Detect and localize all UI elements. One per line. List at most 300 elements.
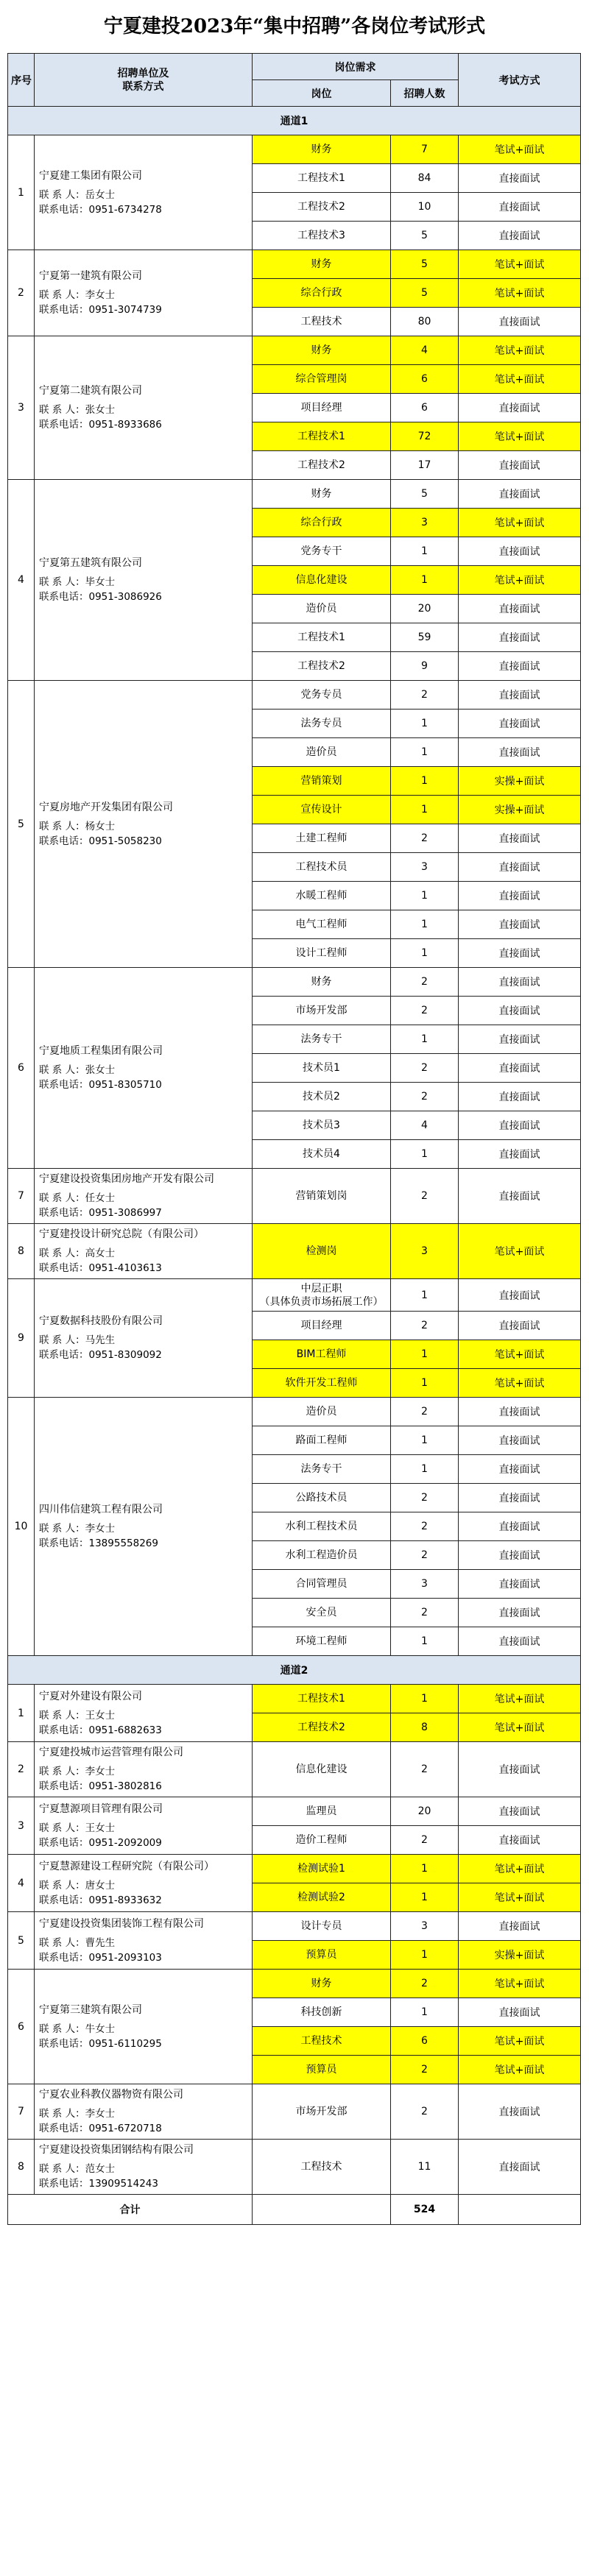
exam-method: 直接面试 [459,1455,581,1484]
contact-phone-value: 0951-6720718 [88,2123,162,2134]
position-count: 3 [391,1224,459,1279]
position-title: 技术员1 [253,1054,391,1083]
unit-name: 宁夏慧源项目管理有限公司 [39,1802,163,1815]
position-count: 2 [391,681,459,710]
contact-phone [39,2121,247,2136]
contact-person-label: 联 系 人： [39,188,85,201]
position-title: 公路技术员 [253,1484,391,1512]
contact-person [39,575,247,590]
exam-method: 直接面试 [459,710,581,738]
contact-person-value: 任女士 [85,1192,116,1204]
position-title: 水利工程技术员 [253,1512,391,1541]
unit-info [35,1855,253,1912]
table-row [8,1398,581,1426]
position-count: 4 [391,336,459,365]
position-title: 法务专干 [253,1025,391,1054]
exam-method: 直接面试 [459,623,581,652]
contact-phone-label: 联系电话： [39,203,89,216]
position-title: 技术员3 [253,1111,391,1140]
contact-phone-value: 0951-8305710 [88,1079,162,1091]
exam-method: 直接面试 [459,1512,581,1541]
contact-phone-value: 0951-8933632 [88,1894,162,1906]
contact-person-label: 联 系 人： [39,1248,85,1259]
position-count: 3 [391,853,459,882]
unit-seq: 1 [8,135,35,250]
position-title: 工程技术 [253,2027,391,2056]
contact-phone-value: 0951-2093103 [88,1951,162,1964]
position-title: 电气工程师 [253,910,391,939]
position-title: 营销策划岗 [253,1169,391,1224]
unit-seq: 8 [8,1224,35,1279]
contact-phone-label: 联系电话： [39,304,89,316]
position-title: 市场开发部 [253,2084,391,2140]
position-title: 党务专员 [253,681,391,710]
contact-phone [39,590,247,604]
contact-phone-value: 0951-8933686 [88,419,162,431]
position-title: 信息化建设 [253,1742,391,1797]
contact-phone [39,2037,247,2051]
table-row [8,2140,581,2195]
position-count: 1 [391,1855,459,1883]
contact-person-label: 联 系 人： [39,289,85,301]
position-count: 2 [391,1169,459,1224]
position-title: 检测岗 [253,1224,391,1279]
exam-method: 直接面试 [459,1111,581,1140]
unit-seq: 5 [8,681,35,968]
unit-seq: 1 [8,1685,35,1742]
contact-phone [39,1261,247,1275]
position-count: 9 [391,652,459,681]
position-title: 水利工程造价员 [253,1541,391,1570]
contact-phone-label: 联系电话： [39,1538,89,1549]
unit-name: 宁夏建设投资集团装饰工程有限公司 [39,1917,204,1930]
unit-name: 宁夏建设投资集团钢结构有限公司 [39,2144,194,2156]
position-count: 1 [391,910,459,939]
position-count: 1 [391,1340,459,1369]
position-count: 2 [391,997,459,1025]
contact-phone-label: 联系电话： [39,1079,89,1091]
header-seq: 序号 [8,54,35,107]
contact-person-value: 李女士 [85,2108,116,2120]
position-title: 工程技术3 [253,222,391,250]
channel-row [8,1656,581,1685]
contact-person-label: 联 系 人： [39,1523,85,1535]
position-count: 2 [391,1054,459,1083]
table-row [8,1797,581,1826]
position-count: 2 [391,968,459,997]
unit-seq: 8 [8,2140,35,2195]
unit-name: 宁夏第一建筑有限公司 [39,270,142,282]
exam-method: 直接面试 [459,595,581,623]
position-title: 工程技术1 [253,1685,391,1713]
position-count: 1 [391,1941,459,1970]
unit-seq: 4 [8,1855,35,1912]
table-row [8,1912,581,1941]
exam-method: 笔试+面试 [459,250,581,279]
position-title: 软件开发工程师 [253,1369,391,1398]
unit-name: 宁夏建设投资集团房地产开发有限公司 [39,1173,214,1185]
position-count: 2 [391,1484,459,1512]
exam-method: 笔试+面试 [459,336,581,365]
position-count: 84 [391,164,459,193]
unit-info [35,336,253,480]
exam-method: 直接面试 [459,1570,581,1599]
position-count: 2 [391,1742,459,1797]
table-row [8,1685,581,1713]
contact-person-value: 李女士 [85,289,116,301]
contact-person-label: 联 系 人： [39,1879,85,1892]
exam-method: 直接面试 [459,910,581,939]
contact-phone [39,1078,247,1092]
position-count: 6 [391,365,459,394]
unit-info [35,1398,253,1656]
header-position: 岗位 [253,80,391,107]
unit-name: 宁夏对外建设有限公司 [39,1690,142,1702]
position-count: 1 [391,710,459,738]
position-count: 2 [391,1970,459,1998]
exam-method: 直接面试 [459,222,581,250]
contact-person-value: 岳女士 [85,188,116,201]
contact-person-value: 王女士 [85,1709,116,1722]
position-count: 1 [391,939,459,968]
total-spacer [253,2195,391,2225]
unit-name: 宁夏建工集团有限公司 [39,169,142,182]
channel-label: 通道2 [8,1656,581,1685]
exam-method: 直接面试 [459,480,581,509]
position-title: 宣传设计 [253,796,391,824]
contact-phone-value: 0951-3086997 [88,1207,162,1219]
contact-phone-label: 联系电话： [39,1894,89,1906]
contact-person [39,1764,247,1779]
exam-method: 笔试+面试 [459,2056,581,2084]
position-title: 综合行政 [253,279,391,308]
position-title: 财务 [253,336,391,365]
position-count: 2 [391,2084,459,2140]
contact-person-value: 曹先生 [85,1936,116,1949]
exam-method: 笔试+面试 [459,566,581,595]
unit-seq: 9 [8,1279,35,1398]
contact-phone-value: 0951-4103613 [88,1262,162,1274]
contact-person-label: 联 系 人： [39,1766,85,1777]
header-exam: 考试方式 [459,54,581,107]
position-title: 技术员4 [253,1140,391,1169]
header-unit: 招聘单位及 联系方式 [35,54,253,107]
position-title: 党务专干 [253,537,391,566]
position-count: 6 [391,2027,459,2056]
position-title: 工程技术2 [253,652,391,681]
unit-name: 四川伟信建筑工程有限公司 [39,1504,163,1515]
exam-method: 笔试+面试 [459,1883,581,1912]
contact-person-value: 李女士 [85,1766,116,1777]
unit-seq: 6 [8,1970,35,2084]
exam-method: 直接面试 [459,394,581,422]
position-count: 3 [391,509,459,537]
position-count: 1 [391,537,459,566]
recruitment-table [7,53,581,2225]
unit-info [35,250,253,336]
contact-phone [39,1779,247,1794]
exam-method: 直接面试 [459,1312,581,1340]
position-title: 工程技术 [253,308,391,336]
contact-person-value: 牛女士 [85,2023,116,2035]
exam-method: 笔试+面试 [459,509,581,537]
contact-person-value: 李女士 [85,1523,116,1535]
exam-method: 直接面试 [459,537,581,566]
contact-phone-label: 联系电话： [39,2037,89,2050]
position-count: 7 [391,135,459,164]
exam-method: 笔试+面试 [459,365,581,394]
contact-phone-value: 0951-3802816 [88,1780,162,1792]
unit-seq: 5 [8,1912,35,1970]
exam-method: 直接面试 [459,451,581,480]
table-row [8,135,581,164]
position-count: 1 [391,1140,459,1169]
position-title: 法务专干 [253,1455,391,1484]
contact-person-value: 马先生 [85,1334,116,1346]
position-title: 营销策划 [253,767,391,796]
contact-person [39,1936,247,1950]
contact-phone [39,202,247,217]
contact-phone-label: 联系电话： [39,2123,89,2134]
total-label: 合计 [8,2195,253,2225]
position-count: 3 [391,1912,459,1941]
position-title: BIM工程师 [253,1340,391,1369]
position-count: 72 [391,422,459,451]
position-title: 工程技术2 [253,451,391,480]
position-count: 1 [391,1426,459,1455]
position-title: 环境工程师 [253,1627,391,1656]
position-title: 项目经理 [253,394,391,422]
exam-method: 笔试+面试 [459,2027,581,2056]
contact-person-label: 联 系 人： [39,820,85,832]
position-count: 2 [391,1312,459,1340]
unit-seq: 2 [8,250,35,336]
contact-person-value: 王女士 [85,1822,116,1834]
unit-name: 宁夏第三建筑有限公司 [39,2003,142,2016]
exam-method: 笔试+面试 [459,279,581,308]
unit-name: 宁夏第五建筑有限公司 [39,557,142,569]
contact-person [39,188,247,202]
contact-phone-label: 联系电话： [39,1724,89,1736]
unit-name: 宁夏农业科教仪器物资有限公司 [39,2089,183,2101]
position-title: 工程技术1 [253,422,391,451]
position-title: 综合管理岗 [253,365,391,394]
contact-phone-value: 13909514243 [88,2178,158,2190]
contact-phone-label: 联系电话： [39,1262,89,1274]
table-row [8,1855,581,1883]
contact-phone-value: 0951-6110295 [88,2037,162,2050]
unit-name: 宁夏慧源建设工程研究院（有限公司） [39,1860,214,1872]
position-count: 1 [391,1279,459,1312]
table-row [8,1169,581,1224]
contact-person-value: 毕女士 [85,576,116,588]
exam-method: 直接面试 [459,1398,581,1426]
contact-phone [39,1536,247,1551]
position-title: 水暖工程师 [253,882,391,910]
table-header [8,54,581,107]
contact-phone [39,834,247,849]
position-count: 1 [391,882,459,910]
table-row [8,480,581,509]
unit-info [35,968,253,1169]
position-count: 8 [391,1713,459,1742]
contact-person [39,1333,247,1348]
exam-method: 直接面试 [459,1599,581,1627]
unit-info [35,1169,253,1224]
contact-person [39,288,247,302]
table-row [8,681,581,710]
contact-person-label: 联 系 人： [39,576,85,588]
exam-method: 笔试+面试 [459,422,581,451]
contact-phone-label: 联系电话： [39,1780,89,1792]
contact-person-value: 张女士 [85,1064,116,1076]
contact-phone-label: 联系电话： [39,835,89,847]
exam-method: 直接面试 [459,738,581,767]
contact-person [39,2162,247,2176]
contact-person [39,819,247,834]
contact-person [39,1191,247,1206]
unit-name: 宁夏数据科技股份有限公司 [39,1315,163,1327]
contact-phone [39,1206,247,1220]
unit-info [35,1797,253,1855]
contact-person-value: 高女士 [85,1248,116,1259]
position-title: 设计专员 [253,1912,391,1941]
position-count: 5 [391,222,459,250]
contact-person [39,2106,247,2121]
position-title: 造价员 [253,738,391,767]
position-count: 1 [391,796,459,824]
exam-method: 直接面试 [459,968,581,997]
exam-method: 直接面试 [459,1541,581,1570]
position-count: 17 [391,451,459,480]
position-count: 4 [391,1111,459,1140]
exam-method: 直接面试 [459,853,581,882]
contact-person-label: 联 系 人： [39,1936,85,1949]
unit-info [35,480,253,681]
header-count: 招聘人数 [391,80,459,107]
unit-name: 宁夏建投设计研究总院（有限公司） [39,1228,204,1240]
contact-phone-label: 联系电话： [39,1836,89,1849]
exam-method: 笔试+面试 [459,1685,581,1713]
position-title: 财务 [253,1970,391,1998]
contact-phone-label: 联系电话： [39,2178,89,2190]
position-title: 工程技术1 [253,164,391,193]
contact-person [39,1521,247,1536]
contact-person [39,1878,247,1893]
position-count: 2 [391,2056,459,2084]
contact-phone-label: 联系电话： [39,1951,89,1964]
contact-person-label: 联 系 人： [39,2163,85,2175]
exam-method: 直接面试 [459,1826,581,1855]
contact-phone-value: 0951-6882633 [88,1724,162,1736]
unit-seq: 4 [8,480,35,681]
exam-method: 笔试+面试 [459,1369,581,1398]
contact-phone-value: 0951-3074739 [88,304,162,316]
channel-row [8,107,581,135]
contact-person [39,1063,247,1078]
position-title: 造价工程师 [253,1826,391,1855]
contact-person-label: 联 系 人： [39,1192,85,1204]
position-count: 59 [391,623,459,652]
position-title: 市场开发部 [253,997,391,1025]
unit-seq: 3 [8,336,35,480]
unit-seq: 3 [8,1797,35,1855]
exam-method: 直接面试 [459,164,581,193]
position-title: 项目经理 [253,1312,391,1340]
position-title: 设计工程师 [253,939,391,968]
exam-method: 实操+面试 [459,767,581,796]
position-count: 1 [391,1883,459,1912]
total-row [8,2195,581,2225]
exam-method: 直接面试 [459,1912,581,1941]
contact-phone-value: 0951-6734278 [88,203,162,216]
contact-person [39,2022,247,2037]
position-title: 预算员 [253,1941,391,1970]
position-title: 财务 [253,250,391,279]
contact-person [39,1708,247,1723]
position-title: 合同管理员 [253,1570,391,1599]
contact-phone-label: 联系电话： [39,1349,89,1361]
position-count: 1 [391,767,459,796]
exam-method: 直接面试 [459,1169,581,1224]
contact-person-value: 张女士 [85,404,116,416]
unit-info [35,1224,253,1279]
unit-seq: 10 [8,1398,35,1656]
table-row [8,1224,581,1279]
position-count: 1 [391,1455,459,1484]
position-count: 10 [391,193,459,222]
position-title: 财务 [253,968,391,997]
exam-method: 笔试+面试 [459,1713,581,1742]
contact-person-value: 杨女士 [85,820,116,832]
contact-phone-label: 联系电话： [39,591,89,603]
contact-phone-value: 13895558269 [88,1538,158,1549]
unit-seq: 6 [8,968,35,1169]
exam-method: 实操+面试 [459,1941,581,1970]
position-count: 2 [391,1083,459,1111]
unit-info [35,135,253,250]
contact-phone [39,1950,247,1965]
position-count: 1 [391,738,459,767]
exam-method: 直接面试 [459,939,581,968]
total-count: 524 [391,2195,459,2225]
unit-seq: 7 [8,2084,35,2140]
exam-method: 直接面试 [459,1627,581,1656]
contact-person [39,1821,247,1836]
position-count: 5 [391,480,459,509]
position-title: 预算员 [253,2056,391,2084]
exam-method: 直接面试 [459,308,581,336]
position-title: 土建工程师 [253,824,391,853]
exam-method: 直接面试 [459,824,581,853]
exam-method: 直接面试 [459,997,581,1025]
table-row [8,1742,581,1797]
position-count: 6 [391,394,459,422]
unit-name: 宁夏地质工程集团有限公司 [39,1045,163,1057]
table-row [8,250,581,279]
exam-method: 直接面试 [459,2140,581,2195]
exam-method: 直接面试 [459,1742,581,1797]
contact-person [39,403,247,417]
exam-method: 实操+面试 [459,796,581,824]
position-title: 科技创新 [253,1998,391,2027]
contact-person-label: 联 系 人： [39,1709,85,1722]
position-count: 1 [391,1025,459,1054]
exam-method: 直接面试 [459,1279,581,1312]
header-demand: 岗位需求 [253,54,459,80]
contact-phone [39,2176,247,2191]
position-title: 造价员 [253,1398,391,1426]
